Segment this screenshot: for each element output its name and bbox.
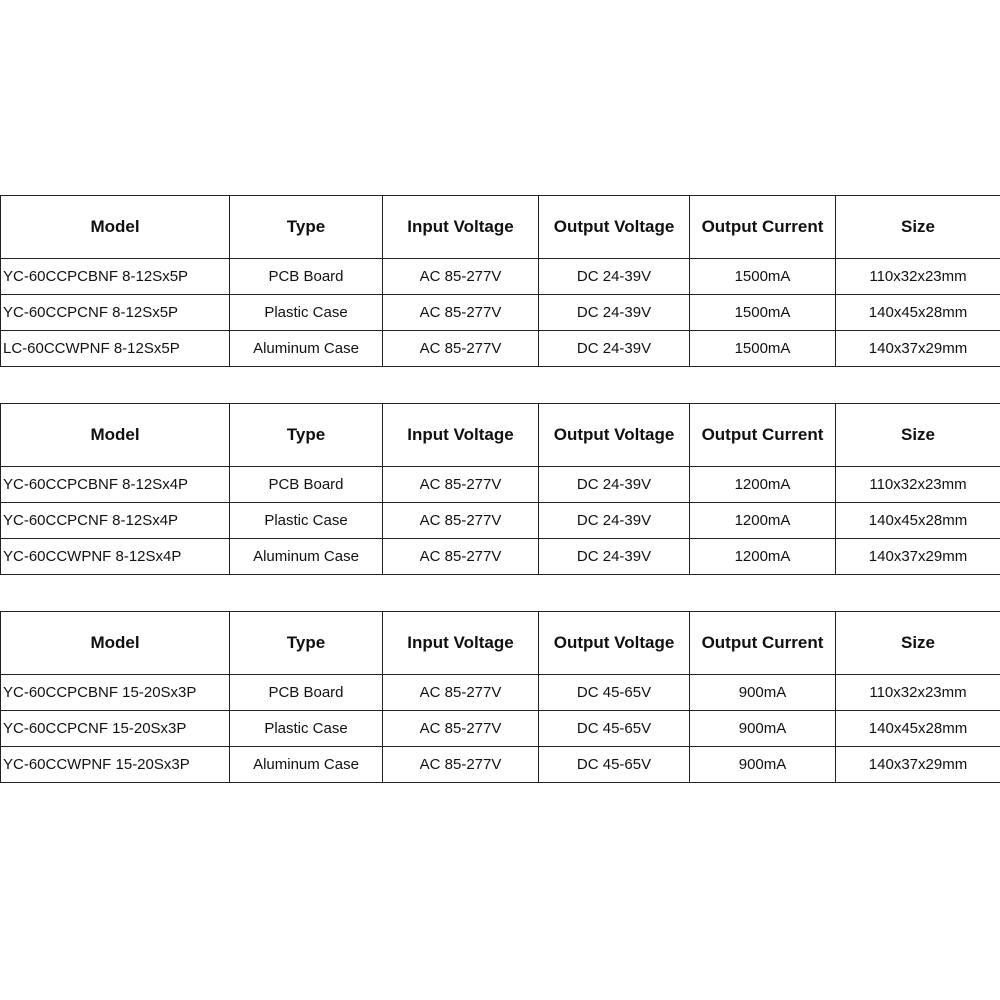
cell-type: Aluminum Case [230, 331, 383, 367]
cell-output-current: 900mA [690, 711, 836, 747]
cell-model: YC-60CCPCNF 15-20Sx3P [1, 711, 230, 747]
cell-model: LC-60CCWPNF 8-12Sx5P [1, 331, 230, 367]
cell-input-voltage: AC 85-277V [383, 539, 539, 575]
cell-type: PCB Board [230, 675, 383, 711]
header-type: Type [230, 196, 383, 259]
header-input-voltage: Input Voltage [383, 196, 539, 259]
cell-output-voltage: DC 45-65V [539, 675, 690, 711]
table-header-row [1, 196, 1000, 259]
cell-type: Plastic Case [230, 503, 383, 539]
cell-model: YC-60CCPCBNF 8-12Sx4P [1, 467, 230, 503]
cell-size: 110x32x23mm [836, 675, 1000, 711]
cell-input-voltage: AC 85-277V [383, 711, 539, 747]
cell-size: 110x32x23mm [836, 259, 1000, 295]
cell-input-voltage: AC 85-277V [383, 503, 539, 539]
cell-model: YC-60CCPCNF 8-12Sx4P [1, 503, 230, 539]
header-type: Type [230, 404, 383, 467]
cell-model: YC-60CCWPNF 15-20Sx3P [1, 747, 230, 783]
cell-output-current: 900mA [690, 675, 836, 711]
header-input-voltage: Input Voltage [383, 404, 539, 467]
cell-output-voltage: DC 24-39V [539, 259, 690, 295]
cell-output-current: 900mA [690, 747, 836, 783]
cell-size: 110x32x23mm [836, 467, 1000, 503]
spec-table-4p [0, 403, 1000, 575]
cell-size: 140x45x28mm [836, 503, 1000, 539]
cell-input-voltage: AC 85-277V [383, 675, 539, 711]
table-row [1, 747, 1000, 783]
table-header-row [1, 404, 1000, 467]
header-model: Model [1, 196, 230, 259]
cell-output-voltage: DC 24-39V [539, 467, 690, 503]
table-row [1, 331, 1000, 367]
header-size: Size [836, 612, 1000, 675]
header-size: Size [836, 404, 1000, 467]
header-type: Type [230, 612, 383, 675]
cell-output-current: 1500mA [690, 259, 836, 295]
table-row [1, 675, 1000, 711]
header-output-voltage: Output Voltage [539, 612, 690, 675]
cell-input-voltage: AC 85-277V [383, 467, 539, 503]
header-output-current: Output Current [690, 612, 836, 675]
table-row [1, 503, 1000, 539]
cell-output-current: 1500mA [690, 331, 836, 367]
table-row [1, 295, 1000, 331]
cell-output-current: 1500mA [690, 295, 836, 331]
cell-output-current: 1200mA [690, 503, 836, 539]
header-output-voltage: Output Voltage [539, 196, 690, 259]
header-output-current: Output Current [690, 404, 836, 467]
table-row [1, 467, 1000, 503]
cell-input-voltage: AC 85-277V [383, 295, 539, 331]
cell-input-voltage: AC 85-277V [383, 259, 539, 295]
cell-type: Aluminum Case [230, 747, 383, 783]
spec-table-3p [0, 611, 1000, 783]
cell-type: PCB Board [230, 259, 383, 295]
cell-type: Aluminum Case [230, 539, 383, 575]
cell-input-voltage: AC 85-277V [383, 331, 539, 367]
cell-size: 140x37x29mm [836, 747, 1000, 783]
spec-table-5p [0, 195, 1000, 367]
header-input-voltage: Input Voltage [383, 612, 539, 675]
cell-output-voltage: DC 45-65V [539, 747, 690, 783]
cell-output-voltage: DC 24-39V [539, 331, 690, 367]
cell-output-voltage: DC 24-39V [539, 503, 690, 539]
table-row [1, 539, 1000, 575]
cell-size: 140x45x28mm [836, 711, 1000, 747]
header-model: Model [1, 404, 230, 467]
header-model: Model [1, 612, 230, 675]
cell-model: YC-60CCWPNF 8-12Sx4P [1, 539, 230, 575]
table-row [1, 259, 1000, 295]
cell-output-voltage: DC 24-39V [539, 539, 690, 575]
cell-output-current: 1200mA [690, 467, 836, 503]
cell-input-voltage: AC 85-277V [383, 747, 539, 783]
header-output-current: Output Current [690, 196, 836, 259]
cell-model: YC-60CCPCBNF 15-20Sx3P [1, 675, 230, 711]
cell-size: 140x37x29mm [836, 331, 1000, 367]
table-header-row [1, 612, 1000, 675]
cell-size: 140x45x28mm [836, 295, 1000, 331]
cell-type: Plastic Case [230, 295, 383, 331]
cell-output-current: 1200mA [690, 539, 836, 575]
cell-model: YC-60CCPCNF 8-12Sx5P [1, 295, 230, 331]
cell-output-voltage: DC 24-39V [539, 295, 690, 331]
cell-size: 140x37x29mm [836, 539, 1000, 575]
cell-output-voltage: DC 45-65V [539, 711, 690, 747]
cell-type: PCB Board [230, 467, 383, 503]
cell-type: Plastic Case [230, 711, 383, 747]
header-size: Size [836, 196, 1000, 259]
header-output-voltage: Output Voltage [539, 404, 690, 467]
table-row [1, 711, 1000, 747]
cell-model: YC-60CCPCBNF 8-12Sx5P [1, 259, 230, 295]
